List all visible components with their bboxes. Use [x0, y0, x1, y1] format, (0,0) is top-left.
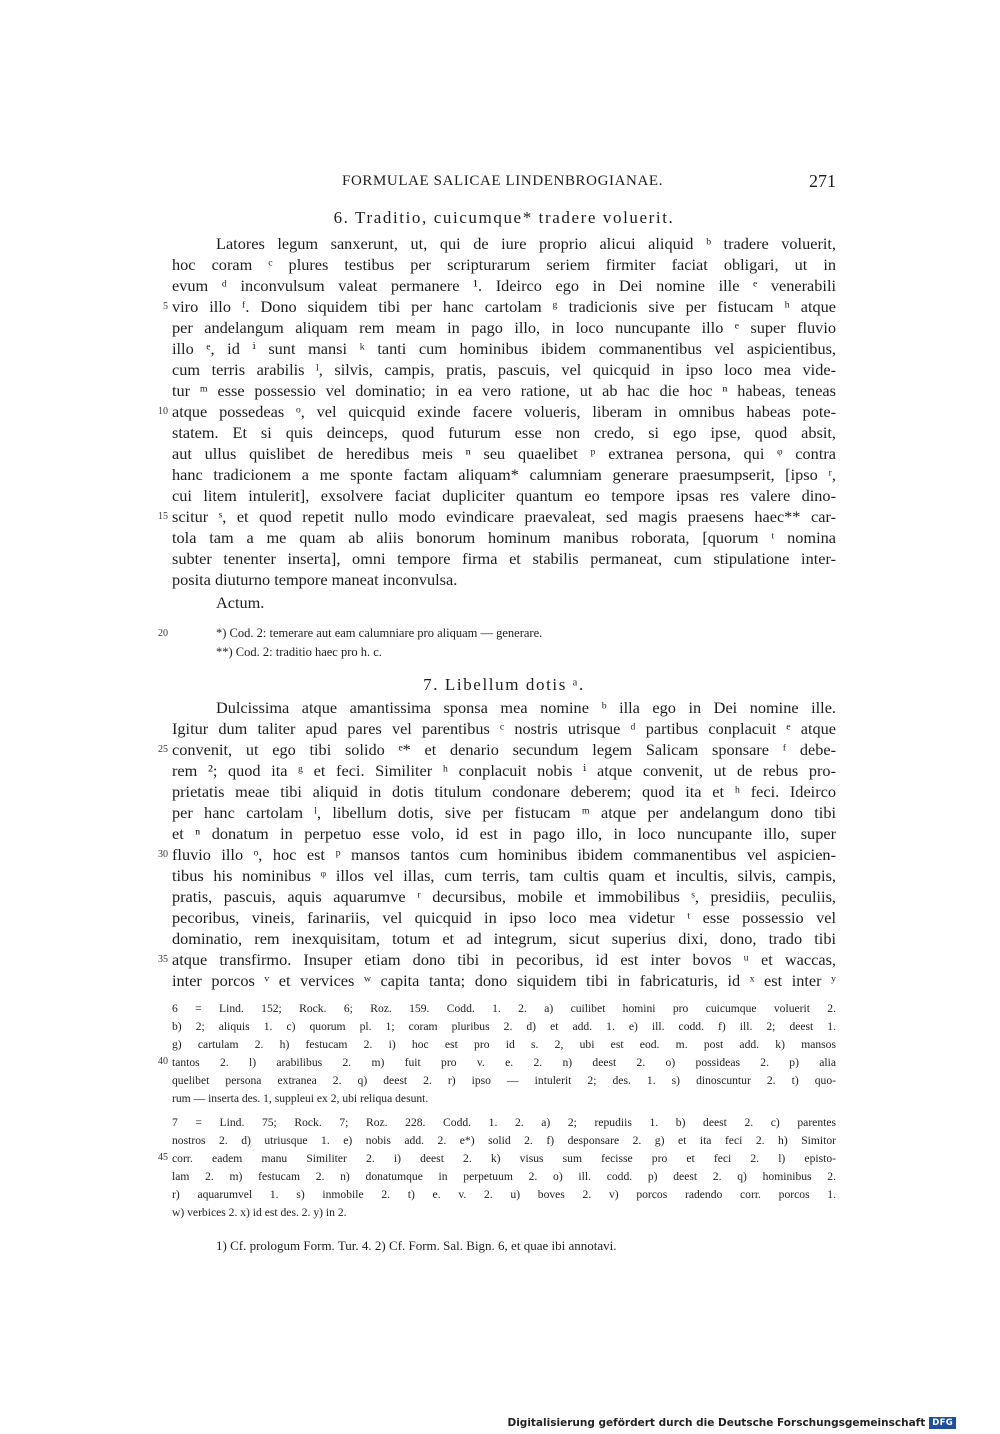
apparatus-line: g) cartulam 2. h) festucam 2. i) hoc est pro id s. 2, ubi est eod. m. post add. k) mansos: [172, 1038, 836, 1051]
s6-line: viro illo ᶠ. Dono siquidem tibi per hanc cartolam ᵍ tradicionis sive per fistucam ʰ atque: [172, 297, 836, 316]
line-number: 5: [163, 301, 168, 312]
section-7-heading: 7. Libellum dotis ᵃ.: [423, 675, 585, 694]
s6-line: aut ullus quislibet de heredibus meis ⁿ seu quaelibet ᵖ extranea persona, qui ᵠ contra: [172, 444, 836, 463]
s7-line: et ⁿ donatum in perpetuo esse volo, id est in pago illo, in loco nuncupante illo, super: [172, 824, 836, 843]
s7-line: pecoribus, vineis, farinariis, vel quicquid in ipso loco mea videtur ᵗ esse possessio vel: [172, 908, 836, 927]
apparatus-line: nostros 2. d) utriusque 1. e) nobis add. 2. e*) solid 2. f) desponsare 2. g) et ita feci 2. h) Simitor: [172, 1134, 836, 1147]
s7-line: tibus his nominibus ᵠ illos vel illas, cum terris, tam cultis quam et incultis, silvis, campis,: [172, 866, 836, 885]
s6-line: per andelangum aliquam rem meam in pago illo, in loco nuncupante illo ᵉ super fluvio: [172, 318, 836, 337]
s6-line: tola tam a me quam ab aliis bonorum hominum manibus roborata, [quorum ᵗ nomina: [172, 528, 836, 547]
line-number: 20: [158, 628, 168, 639]
apparatus-line: quelibet persona extranea 2. q) deest 2. r) ipso — intulerit 2; des. 1. s) dinoscuntur 2. t) quo-: [172, 1074, 836, 1087]
s6-line: scitur ˢ, et quod repetit nullo modo evindicare praevaleat, sed magis praesens haec** car-: [172, 507, 836, 526]
running-head: [172, 173, 836, 195]
line-number: 15: [158, 511, 168, 522]
s6-line: illo ᵉ, id ⁱ sunt mansi ᵏ tanti cum hominibus ibidem commanentibus vel aspicientibus,: [172, 339, 836, 358]
line-number: 10: [158, 406, 168, 417]
s7-line: per hanc cartolam ˡ, libellum dotis, sive per fistucam ᵐ atque per andelangum dono tibi: [172, 803, 836, 822]
references: 1) Cf. prologum Form. Tur. 4. 2) Cf. Form. Sal. Bign. 6, et quae ibi annotavi.: [216, 1238, 617, 1253]
s6-line: tur ᵐ esse possessio vel dominatio; in ea vero ratione, ut ab hac die hoc ⁿ habeas, teneas: [172, 381, 836, 400]
apparatus-line: lam 2. m) festucam 2. n) donatumque in perpetuum 2. o) ill. codd. p) deest 2. q) hominibus 2.: [172, 1170, 836, 1183]
s6-line: hoc coram ᶜ plures testibus per scripturarum seriem firmiter faciat obligari, ut in: [172, 255, 836, 274]
section-6-heading: 6. Traditio, cuicumque* tradere voluerit.: [333, 208, 675, 227]
page-number: 271: [809, 171, 836, 191]
actum: Actum.: [216, 593, 265, 612]
s7-line: Igitur dum taliter apud pares vel parentibus ᶜ nostris utrisque ᵈ partibus conplacuit ᵉ atque: [172, 719, 836, 738]
apparatus-line: r) aquarumvel 1. s) inmobile 2. t) e. v. 2. u) boves 2. v) porcos radendo corr. porcos 1.: [172, 1188, 836, 1201]
footer-credit-text: Digitalisierung gefördert durch die Deutsche Forschungsgemeinschaft: [507, 1417, 926, 1429]
s7-line: atque transfirmo. Insuper etiam dono tibi in pecoribus, id est inter bovos ᵘ et waccas,: [172, 950, 836, 969]
apparatus-line: 6 = Lind. 152; Rock. 6; Roz. 159. Codd. 1. 2. a) cuilibet homini pro cuicumque voluerit 2.: [172, 1002, 836, 1015]
apparatus-line: rum — inserta des. 1, suppleui ex 2, ubi reliqua desunt.: [172, 1092, 429, 1105]
s6-line: statem. Et si quis deinceps, quod futurum esse non credo, si ego ipse, quod absit,: [172, 423, 836, 442]
s7-line: inter porcos ᵛ et vervices ʷ capita tanta; dono siquidem tibi in fabricaturis, id ˣ est inter ʸ: [172, 971, 836, 990]
s6-line: atque possedeas ᵒ, vel quicquid exinde facere volueris, liberam in omnibus habeas pote-: [172, 402, 836, 421]
apparatus-line: b) 2; aliquis 1. c) quorum pl. 1; coram pluribus 2. d) et add. 1. e) ill. codd. f) ill. 2; deest 1.: [172, 1020, 836, 1033]
s7-line: pratis, pascuis, aquis aquarumve ʳ decursibus, mobile et immobilibus ˢ, presidiis, peculiis,: [172, 887, 836, 906]
footer-credit: [507, 1417, 956, 1429]
s6-line: Latores legum sanxerunt, ut, qui de iure proprio alicui aliquid ᵇ tradere voluerit,: [216, 234, 836, 253]
s7-line: prietatis meae tibi aliquid in dotis titulum condonare deberem; quod ita et ʰ feci. Ideirco: [172, 782, 836, 801]
s7-line: rem ²; quod ita ᵍ et feci. Similiter ʰ conplacuit nobis ⁱ atque convenit, ut de rebus pro-: [172, 761, 836, 780]
apparatus-line: w) verbices 2. x) id est des. 2. y) in 2.: [172, 1206, 347, 1219]
line-number: 30: [158, 849, 168, 860]
line-number: 35: [158, 954, 168, 965]
s7-line: convenit, ut ego tibi solido ᵉ* et denario secundum legem Salicam sponsare ᶠ debe-: [172, 740, 836, 759]
dfg-logo: DFG: [929, 1417, 956, 1429]
apparatus-line: 7 = Lind. 75; Rock. 7; Roz. 228. Codd. 1. 2. a) 2; repudiis 1. b) deest 2. c) parentes: [172, 1116, 836, 1129]
star-note: *) Cod. 2: temerare aut eam calumniare pro aliquam — generare.: [216, 626, 543, 640]
line-number: 40: [158, 1056, 168, 1067]
s7-line: Dulcissima atque amantissima sponsa mea nomine ᵇ illa ego in Dei nomine ille.: [216, 698, 836, 717]
line-number: 25: [158, 744, 168, 755]
s6-line: posita diuturno tempore maneat inconvulsa.: [172, 570, 458, 589]
s6-line: cum terris arabilis ˡ, silvis, campis, pratis, pascuis, vel quicquid in ipso loco mea vide-: [172, 360, 836, 379]
s6-line: cui litem intulerit], exsolvere faciat dupliciter quantum eo tempore ipsas res valere dino-: [172, 486, 836, 505]
line-number: 45: [158, 1152, 168, 1163]
running-title: FORMULAE SALICAE LINDENBROGIANAE.: [342, 173, 664, 189]
s7-line: fluvio illo ᵒ, hoc est ᵖ mansos tantos cum hominibus ibidem commanentibus vel aspicien-: [172, 845, 836, 864]
star-note: **) Cod. 2: traditio haec pro h. c.: [216, 645, 382, 659]
s6-line: hanc tradicionem a me sponte factam aliquam* calumniam generare praesumpserit, [ipso ʳ,: [172, 465, 836, 484]
s7-line: dominatio, rem inexquisitam, totum et ad integrum, sicut superius dixi, dono, trado tibi: [172, 929, 836, 948]
apparatus-line: corr. eadem manu Similiter 2. i) deest 2. k) visus sum fecisse pro et feci 2. l) episto-: [172, 1152, 836, 1165]
apparatus-line: tantos 2. l) arabilibus 2. m) fuit pro v. e. 2. n) deest 2. o) possideas 2. p) alia: [172, 1056, 836, 1069]
s6-line: subter tenenter inserta], omni tempore firma et stabilis permaneat, cum stipulatione inter-: [172, 549, 836, 568]
s6-line: evum ᵈ inconvulsum valeat permanere ¹. Ideirco ego in Dei nomine ille ᵉ venerabili: [172, 276, 836, 295]
